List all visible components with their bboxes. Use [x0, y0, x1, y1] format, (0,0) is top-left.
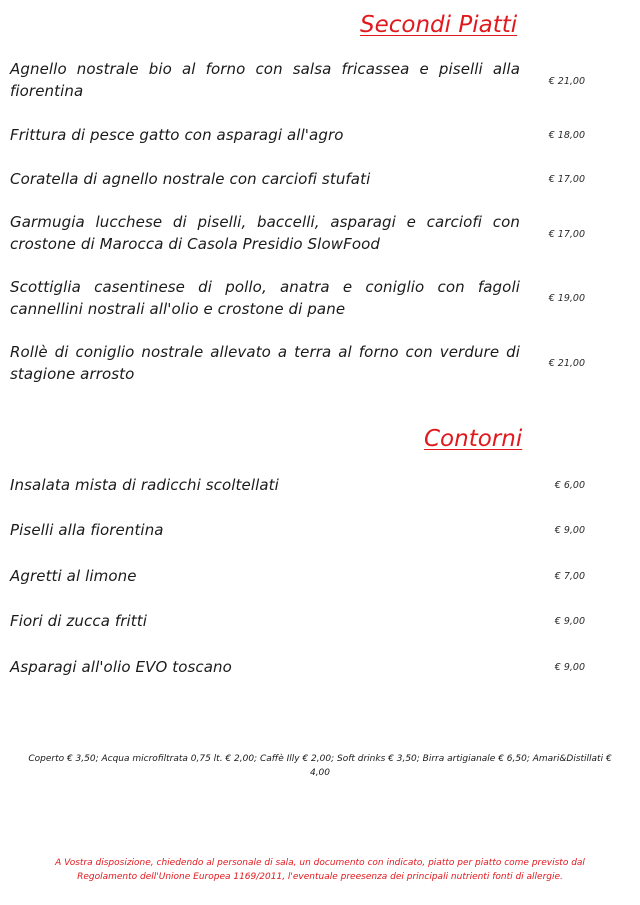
extras-note: Coperto € 3,50; Acqua microfiltrata 0,75 lt. € 2,00; Caffè Illy € 2,00; Soft drinks € 3,50; Birra artigianale € 6,50; Amari&Distillati € 4,00	[28, 754, 612, 778]
dish-item: Frittura di pesce gatto con asparagi all'agro	[10, 126, 344, 144]
dish-price: € 17,00	[548, 229, 585, 240]
dish-price: € 18,00	[548, 130, 585, 141]
side-price: € 9,00	[554, 525, 585, 536]
dish-price: € 21,00	[548, 358, 585, 369]
side-item: Asparagi all'olio EVO toscano	[10, 658, 232, 676]
side-item: Agretti al limone	[10, 567, 137, 585]
side-item: Piselli alla fiorentina	[10, 521, 164, 539]
dish-item: Garmugia lucchese di piselli, baccelli, asparagi e carciofi con crostone di Marocca di Casola Presidio SlowFood	[10, 213, 520, 253]
dish-item: Scottiglia casentinese di pollo, anatra e coniglio con fagoli cannellini nostrali all'olio e crostone di pane	[10, 278, 520, 318]
side-price: € 7,00	[554, 571, 585, 582]
dish-item: Coratella di agnello nostrale con carciofi stufati	[10, 170, 371, 188]
dish-item: Agnello nostrale bio al forno con salsa fricassea e piselli alla fiorentina	[10, 60, 520, 100]
side-price: € 6,00	[554, 480, 585, 491]
side-item: Insalata mista di radicchi scoltellati	[10, 476, 279, 494]
allergen-note: A Vostra disposizione, chiedendo al personale di sala, un documento con indicato, piatto per piatto come previsto dal Regolamento dell'Unione Europea 1169/2011, l'eventuale preesenza dei principali nutrienti fonti di allergie.	[55, 858, 585, 882]
secondi-title: Secondi Piatti	[360, 12, 518, 38]
dish-price: € 19,00	[548, 293, 585, 304]
side-price: € 9,00	[554, 662, 585, 673]
side-item: Fiori di zucca fritti	[10, 612, 148, 630]
side-price: € 9,00	[554, 616, 585, 627]
dish-price: € 21,00	[548, 76, 585, 87]
dish-item: Rollè di coniglio nostrale allevato a terra al forno con verdure di stagione arrosto	[10, 343, 520, 383]
contorni-title: Contorni	[424, 426, 523, 452]
dish-price: € 17,00	[548, 174, 585, 185]
